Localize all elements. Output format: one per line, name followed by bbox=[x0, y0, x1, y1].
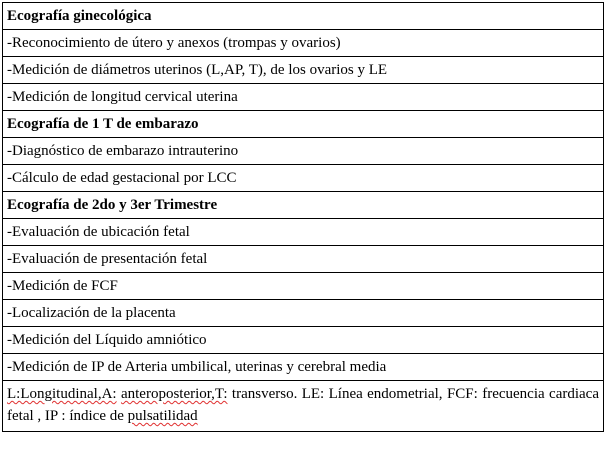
table-row bbox=[3, 300, 604, 327]
table-cell: -Evaluación de presentación fetal bbox=[3, 246, 604, 273]
table-row bbox=[3, 354, 604, 381]
section-header-gynecologic: Ecografía ginecológica bbox=[3, 3, 604, 30]
table-cell: -Medición de FCF bbox=[3, 273, 604, 300]
table-cell: -Reconocimiento de útero y anexos (trompas y ovarios) bbox=[3, 30, 604, 57]
footnote-text-spellcheck: L:Longitudinal,A: bbox=[7, 386, 117, 402]
footnote-text-spellcheck: pulsatilidad bbox=[127, 408, 198, 424]
section-header-second-third-trimester: Ecografía de 2do y 3er Trimestre bbox=[3, 192, 604, 219]
section-header-first-trimester: Ecografía de 1 T de embarazo bbox=[3, 111, 604, 138]
ultrasound-table bbox=[2, 2, 604, 432]
table-row bbox=[3, 192, 604, 219]
table-cell: -Medición de IP de Arteria umbilical, uterinas y cerebral media bbox=[3, 354, 604, 381]
table-row bbox=[3, 138, 604, 165]
table-row bbox=[3, 381, 604, 432]
footnote-text-spellcheck: anteroposterior,T: bbox=[120, 386, 228, 402]
table-row bbox=[3, 327, 604, 354]
table-cell: -Medición de longitud cervical uterina bbox=[3, 84, 604, 111]
table-row bbox=[3, 219, 604, 246]
table-row bbox=[3, 57, 604, 84]
table-row bbox=[3, 111, 604, 138]
table-row bbox=[3, 165, 604, 192]
table-row bbox=[3, 30, 604, 57]
abbreviations-footnote bbox=[3, 381, 604, 432]
table-cell: -Diagnóstico de embarazo intrauterino bbox=[3, 138, 604, 165]
table-row bbox=[3, 84, 604, 111]
table-cell: -Evaluación de ubicación fetal bbox=[3, 219, 604, 246]
table-cell: -Cálculo de edad gestacional por LCC bbox=[3, 165, 604, 192]
footnote-text: transverso. LE: Línea endometrial, FCF: frecuencia cardiaca fetal , IP : índice de bbox=[7, 386, 599, 424]
table-row bbox=[3, 273, 604, 300]
table-row bbox=[3, 246, 604, 273]
table-cell: -Localización de la placenta bbox=[3, 300, 604, 327]
table-cell: -Medición de diámetros uterinos (L,AP, T), de los ovarios y LE bbox=[3, 57, 604, 84]
table-row bbox=[3, 3, 604, 30]
table-cell: -Medición del Líquido amniótico bbox=[3, 327, 604, 354]
